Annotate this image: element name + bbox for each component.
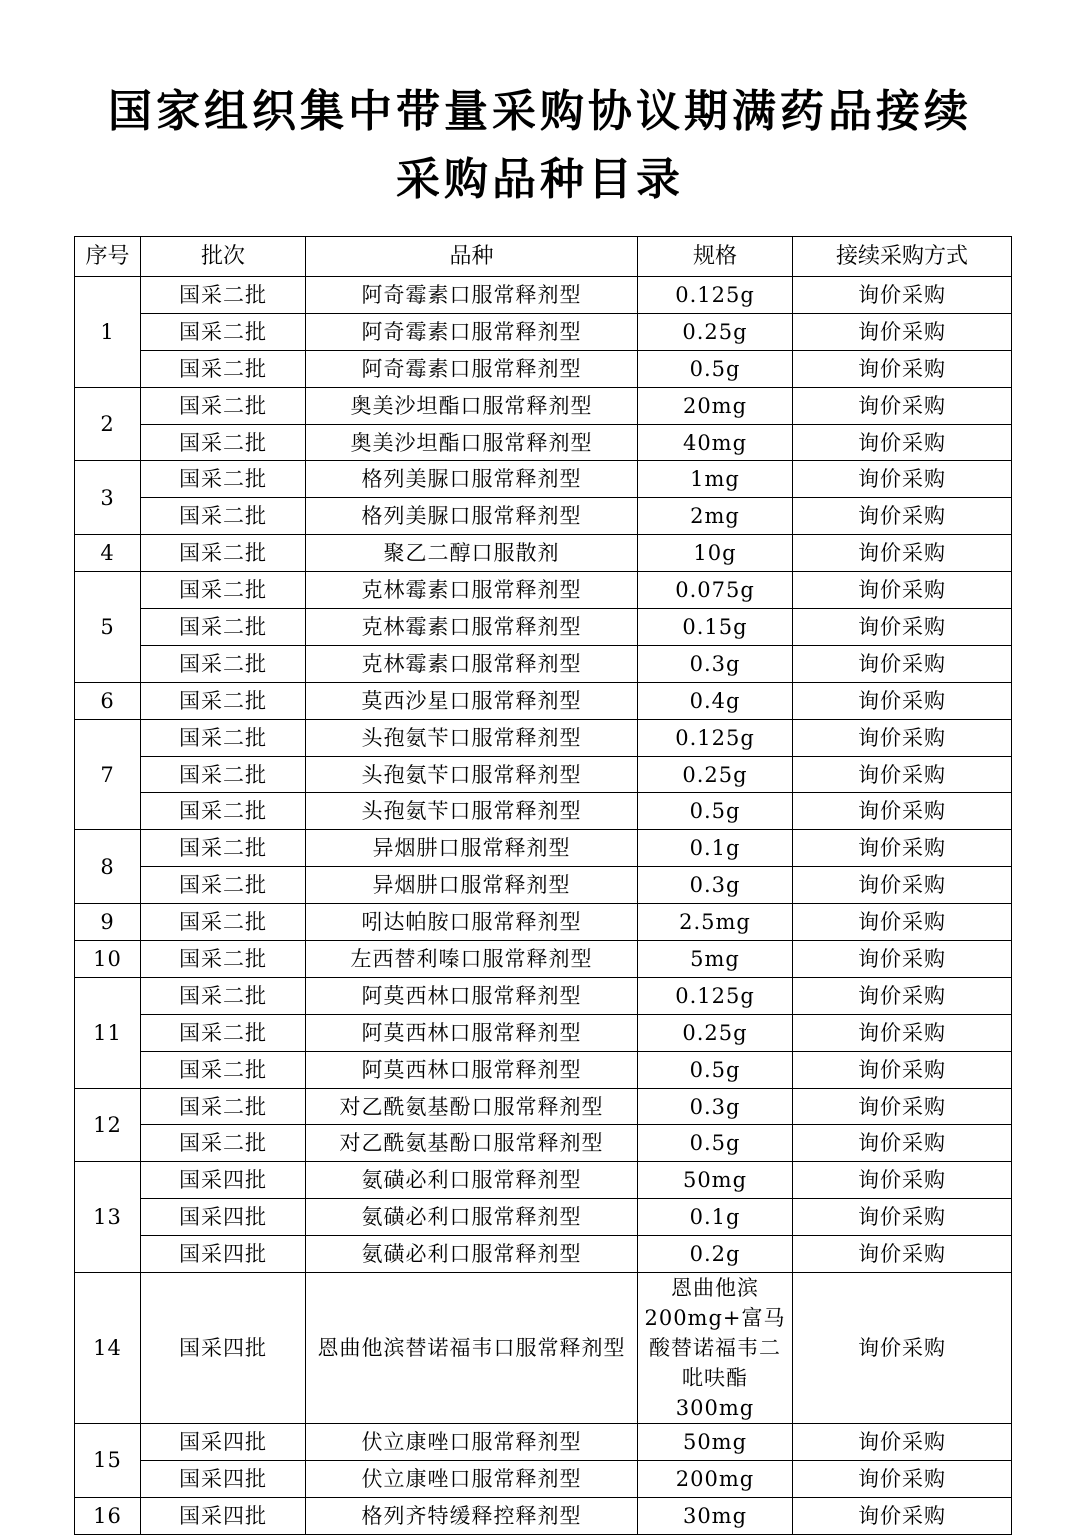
cell-no: 10 — [75, 941, 141, 978]
cell-variety: 阿莫西林口服常释剂型 — [306, 1014, 638, 1051]
cell-batch: 国采二批 — [141, 1051, 306, 1088]
cell-variety: 聚乙二醇口服散剂 — [306, 535, 638, 572]
table-row — [75, 350, 1012, 387]
cell-method: 询价采购 — [793, 1497, 1012, 1534]
table-row — [75, 682, 1012, 719]
cell-batch: 国采二批 — [141, 682, 306, 719]
cell-method: 询价采购 — [793, 682, 1012, 719]
cell-batch: 国采二批 — [141, 498, 306, 535]
cell-method: 询价采购 — [793, 498, 1012, 535]
cell-spec: 0.5g — [638, 1125, 793, 1162]
cell-method: 询价采购 — [793, 793, 1012, 830]
cell-variety: 格列齐特缓释控释剂型 — [306, 1497, 638, 1534]
cell-batch: 国采二批 — [141, 609, 306, 646]
cell-spec: 40mg — [638, 424, 793, 461]
cell-variety: 吲达帕胺口服常释剂型 — [306, 904, 638, 941]
cell-spec: 0.1g — [638, 830, 793, 867]
cell-method: 询价采购 — [793, 904, 1012, 941]
table-row — [75, 572, 1012, 609]
cell-no: 2 — [75, 387, 141, 461]
cell-spec: 0.075g — [638, 572, 793, 609]
cell-variety: 头孢氨苄口服常释剂型 — [306, 793, 638, 830]
cell-method: 询价采购 — [793, 719, 1012, 756]
cell-variety: 对乙酰氨基酚口服常释剂型 — [306, 1088, 638, 1125]
table-row — [75, 1236, 1012, 1273]
table-row — [75, 1088, 1012, 1125]
cell-variety: 氨磺必利口服常释剂型 — [306, 1236, 638, 1273]
cell-batch: 国采四批 — [141, 1162, 306, 1199]
cell-spec: 2mg — [638, 498, 793, 535]
header-method: 接续采购方式 — [793, 237, 1012, 277]
cell-method: 询价采购 — [793, 1125, 1012, 1162]
table-row — [75, 756, 1012, 793]
cell-spec: 30mg — [638, 1497, 793, 1534]
table-row — [75, 1273, 1012, 1424]
cell-method: 询价采购 — [793, 1424, 1012, 1461]
table-row — [75, 645, 1012, 682]
cell-batch: 国采四批 — [141, 1460, 306, 1497]
cell-spec: 0.5g — [638, 793, 793, 830]
cell-spec: 0.3g — [638, 1088, 793, 1125]
cell-spec: 恩曲他滨200mg+富马酸替诺福韦二吡呋酯 300mg — [638, 1273, 793, 1424]
table-row — [75, 904, 1012, 941]
table-row — [75, 793, 1012, 830]
cell-no: 8 — [75, 830, 141, 904]
header-batch: 批次 — [141, 237, 306, 277]
table-row — [75, 1162, 1012, 1199]
header-variety: 品种 — [306, 237, 638, 277]
cell-no: 4 — [75, 535, 141, 572]
table-row — [75, 498, 1012, 535]
cell-no: 16 — [75, 1497, 141, 1534]
cell-batch: 国采二批 — [141, 645, 306, 682]
table-row — [75, 977, 1012, 1014]
table-row — [75, 313, 1012, 350]
cell-variety: 头孢氨苄口服常释剂型 — [306, 719, 638, 756]
header-spec: 规格 — [638, 237, 793, 277]
cell-batch: 国采四批 — [141, 1199, 306, 1236]
cell-spec: 0.25g — [638, 1014, 793, 1051]
cell-spec: 0.2g — [638, 1236, 793, 1273]
cell-spec: 10g — [638, 535, 793, 572]
cell-variety: 莫西沙星口服常释剂型 — [306, 682, 638, 719]
cell-variety: 克林霉素口服常释剂型 — [306, 609, 638, 646]
cell-spec: 50mg — [638, 1424, 793, 1461]
table-row — [75, 609, 1012, 646]
cell-no: 6 — [75, 682, 141, 719]
cell-batch: 国采二批 — [141, 941, 306, 978]
cell-variety: 氨磺必利口服常释剂型 — [306, 1199, 638, 1236]
cell-no: 15 — [75, 1424, 141, 1498]
table-body — [75, 277, 1012, 1535]
cell-no: 7 — [75, 719, 141, 830]
cell-spec: 200mg — [638, 1460, 793, 1497]
cell-batch: 国采二批 — [141, 277, 306, 314]
cell-batch: 国采二批 — [141, 830, 306, 867]
cell-method: 询价采购 — [793, 387, 1012, 424]
cell-method: 询价采购 — [793, 1273, 1012, 1424]
table-row — [75, 941, 1012, 978]
table-row — [75, 830, 1012, 867]
cell-batch: 国采四批 — [141, 1236, 306, 1273]
cell-batch: 国采二批 — [141, 461, 306, 498]
table-row — [75, 1460, 1012, 1497]
cell-spec: 0.125g — [638, 719, 793, 756]
cell-spec: 2.5mg — [638, 904, 793, 941]
cell-spec: 0.15g — [638, 609, 793, 646]
table-header-row — [75, 237, 1012, 277]
cell-variety: 阿奇霉素口服常释剂型 — [306, 350, 638, 387]
cell-variety: 格列美脲口服常释剂型 — [306, 461, 638, 498]
cell-spec: 0.3g — [638, 645, 793, 682]
cell-method: 询价采购 — [793, 1051, 1012, 1088]
cell-variety: 奥美沙坦酯口服常释剂型 — [306, 424, 638, 461]
table-row — [75, 1014, 1012, 1051]
cell-batch: 国采二批 — [141, 350, 306, 387]
cell-variety: 头孢氨苄口服常释剂型 — [306, 756, 638, 793]
cell-spec: 5mg — [638, 941, 793, 978]
cell-batch: 国采二批 — [141, 572, 306, 609]
table-row — [75, 719, 1012, 756]
cell-spec: 20mg — [638, 387, 793, 424]
cell-spec: 0.3g — [638, 867, 793, 904]
cell-method: 询价采购 — [793, 1199, 1012, 1236]
cell-spec: 0.25g — [638, 756, 793, 793]
table-row — [75, 1424, 1012, 1461]
table-row — [75, 387, 1012, 424]
cell-no: 5 — [75, 572, 141, 683]
cell-spec: 0.1g — [638, 1199, 793, 1236]
page-subtitle: 采购品种目录 — [396, 154, 684, 205]
cell-spec: 0.25g — [638, 313, 793, 350]
cell-spec: 0.125g — [638, 277, 793, 314]
cell-method: 询价采购 — [793, 572, 1012, 609]
cell-spec: 50mg — [638, 1162, 793, 1199]
cell-variety: 氨磺必利口服常释剂型 — [306, 1162, 638, 1199]
cell-batch: 国采二批 — [141, 387, 306, 424]
table-row — [75, 461, 1012, 498]
cell-variety: 克林霉素口服常释剂型 — [306, 572, 638, 609]
cell-spec: 0.4g — [638, 682, 793, 719]
cell-variety: 伏立康唑口服常释剂型 — [306, 1460, 638, 1497]
cell-method: 询价采购 — [793, 1088, 1012, 1125]
table-row — [75, 1125, 1012, 1162]
table-row — [75, 535, 1012, 572]
cell-method: 询价采购 — [793, 1162, 1012, 1199]
cell-batch: 国采二批 — [141, 1125, 306, 1162]
cell-variety: 奥美沙坦酯口服常释剂型 — [306, 387, 638, 424]
cell-method: 询价采购 — [793, 867, 1012, 904]
cell-batch: 国采二批 — [141, 904, 306, 941]
cell-method: 询价采购 — [793, 645, 1012, 682]
cell-batch: 国采二批 — [141, 977, 306, 1014]
cell-variety: 阿奇霉素口服常释剂型 — [306, 277, 638, 314]
cell-method: 询价采购 — [793, 535, 1012, 572]
cell-variety: 恩曲他滨替诺福韦口服常释剂型 — [306, 1273, 638, 1424]
cell-method: 询价采购 — [793, 977, 1012, 1014]
table-row — [75, 424, 1012, 461]
cell-no: 9 — [75, 904, 141, 941]
cell-variety: 左西替利嗪口服常释剂型 — [306, 941, 638, 978]
cell-batch: 国采二批 — [141, 756, 306, 793]
cell-method: 询价采购 — [793, 830, 1012, 867]
cell-variety: 阿莫西林口服常释剂型 — [306, 977, 638, 1014]
cell-no: 1 — [75, 277, 141, 388]
cell-variety: 克林霉素口服常释剂型 — [306, 645, 638, 682]
page-title: 国家组织集中带量采购协议期满药品接续 — [108, 86, 972, 137]
table-row — [75, 1497, 1012, 1534]
cell-batch: 国采二批 — [141, 313, 306, 350]
table-row — [75, 1051, 1012, 1088]
cell-variety: 阿奇霉素口服常释剂型 — [306, 313, 638, 350]
cell-no: 13 — [75, 1162, 141, 1273]
cell-method: 询价采购 — [793, 609, 1012, 646]
cell-variety: 伏立康唑口服常释剂型 — [306, 1424, 638, 1461]
cell-method: 询价采购 — [793, 1236, 1012, 1273]
cell-batch: 国采二批 — [141, 535, 306, 572]
cell-variety: 对乙酰氨基酚口服常释剂型 — [306, 1125, 638, 1162]
cell-batch: 国采二批 — [141, 424, 306, 461]
cell-no: 12 — [75, 1088, 141, 1162]
cell-no: 11 — [75, 977, 141, 1088]
cell-method: 询价采购 — [793, 461, 1012, 498]
table-row — [75, 277, 1012, 314]
cell-batch: 国采二批 — [141, 867, 306, 904]
cell-method: 询价采购 — [793, 277, 1012, 314]
cell-variety: 阿莫西林口服常释剂型 — [306, 1051, 638, 1088]
cell-batch: 国采二批 — [141, 1014, 306, 1051]
cell-spec: 0.125g — [638, 977, 793, 1014]
cell-batch: 国采二批 — [141, 1088, 306, 1125]
cell-method: 询价采购 — [793, 1014, 1012, 1051]
cell-spec: 0.5g — [638, 350, 793, 387]
cell-batch: 国采二批 — [141, 793, 306, 830]
cell-batch: 国采二批 — [141, 719, 306, 756]
cell-batch: 国采四批 — [141, 1273, 306, 1424]
table-row — [75, 1199, 1012, 1236]
table-row — [75, 867, 1012, 904]
cell-spec: 1mg — [638, 461, 793, 498]
cell-variety: 异烟肼口服常释剂型 — [306, 830, 638, 867]
header-no: 序号 — [75, 237, 141, 277]
cell-no: 14 — [75, 1273, 141, 1424]
cell-spec: 0.5g — [638, 1051, 793, 1088]
cell-no: 3 — [75, 461, 141, 535]
cell-method: 询价采购 — [793, 313, 1012, 350]
cell-method: 询价采购 — [793, 756, 1012, 793]
cell-method: 询价采购 — [793, 424, 1012, 461]
cell-batch: 国采四批 — [141, 1497, 306, 1534]
cell-method: 询价采购 — [793, 941, 1012, 978]
cell-variety: 异烟肼口服常释剂型 — [306, 867, 638, 904]
catalog-table — [74, 236, 1012, 1535]
cell-method: 询价采购 — [793, 350, 1012, 387]
cell-method: 询价采购 — [793, 1460, 1012, 1497]
cell-batch: 国采四批 — [141, 1424, 306, 1461]
cell-variety: 格列美脲口服常释剂型 — [306, 498, 638, 535]
